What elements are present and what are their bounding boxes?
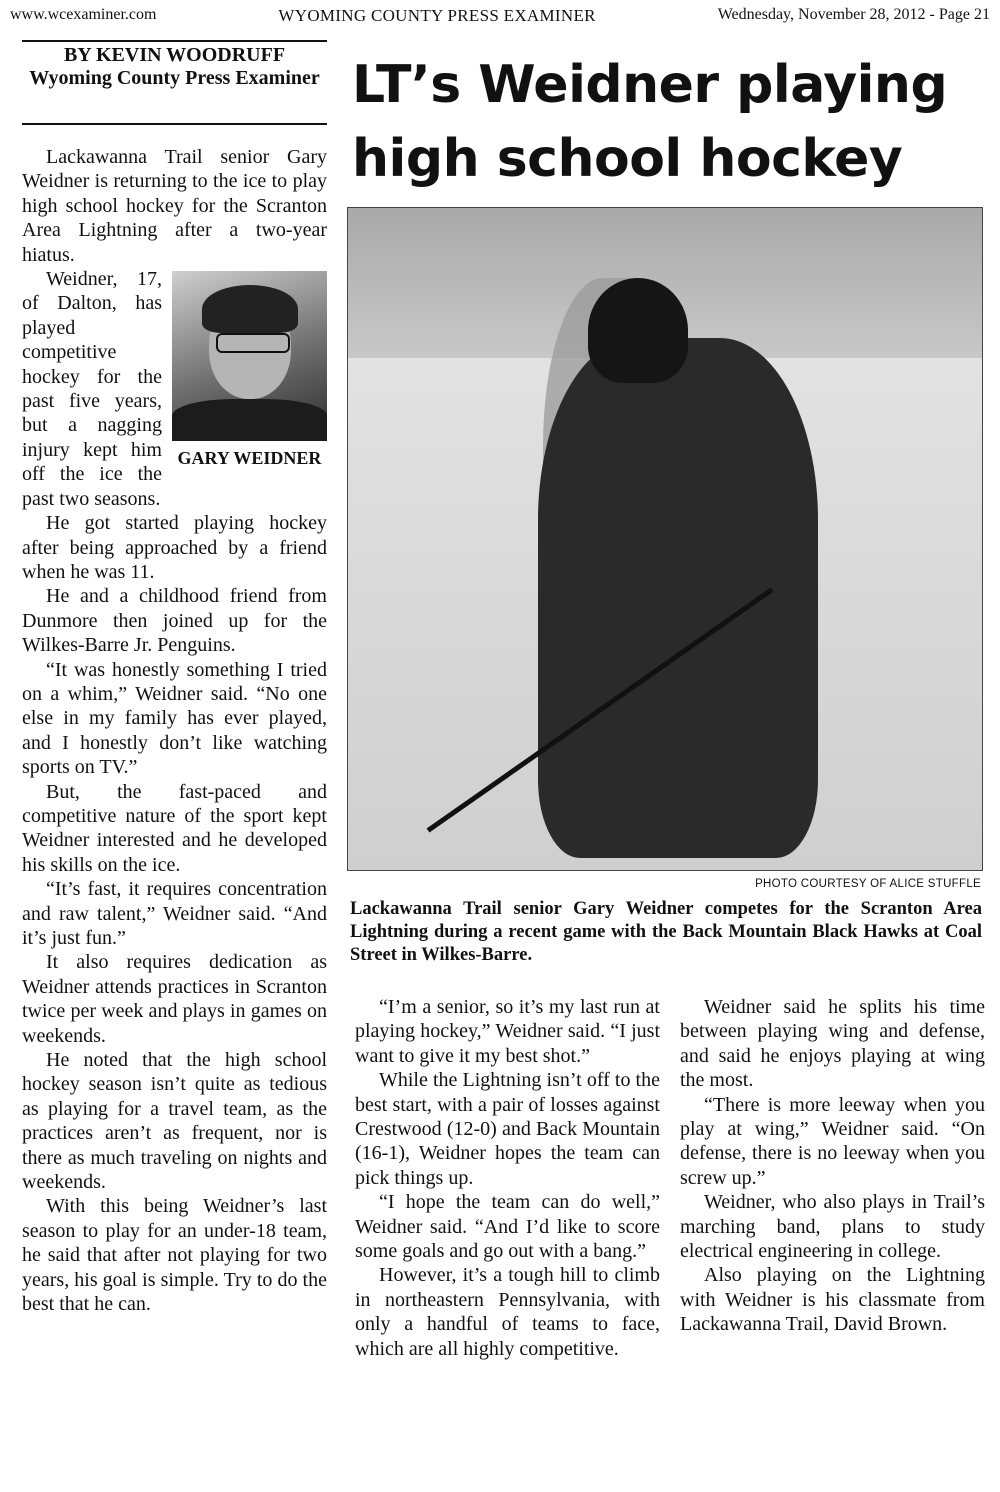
mugshot <box>172 271 327 469</box>
byline-author: BY KEVIN WOODRUFF <box>63 44 286 66</box>
paragraph: “There is more leeway when you play at wing,” Weidner said. “On defense, there is no leeway when you screw up.” <box>680 1093 985 1189</box>
website-url[interactable]: www.wcexaminer.com <box>10 6 157 23</box>
newspaper-name: WYOMING COUNTY PRESS EXAMINER <box>278 6 596 25</box>
paragraph: Also playing on the Lightning with Weidner is his classmate from Lackawanna Trail, David Brown. <box>680 1264 985 1336</box>
byline-bottom-rule <box>22 123 327 125</box>
paragraph: “I’m a senior, so it’s my last run at playing hockey,” Weidner said. “I just want to give it my best shot.” <box>355 996 660 1067</box>
paragraph: Weidner, who also plays in Trail’s marching band, plans to study electrical engineering in college. <box>680 1191 985 1263</box>
date-page: Wednesday, November 28, 2012 - Page 21 <box>717 6 990 23</box>
paragraph: Weidner, 17, of Dalton, has played competitive hockey for the past five years, but a nagging injury kept him off the ice the past two seasons. <box>22 268 162 510</box>
foreground-player <box>538 338 818 858</box>
paragraph: He noted that the high school hockey season isn’t quite as tedious as playing for a travel team, as the practices aren’t as frequent, nor is there as much traveling on nights and weekends. <box>22 1049 327 1194</box>
photo-credit: PHOTO COURTESY OF ALICE STUFFLE <box>755 878 981 890</box>
paragraph: Weidner said he splits his time between playing wing and defense, and said he enjoys playing at wing the most. <box>680 996 985 1092</box>
paragraph: “It’s fast, it requires concentration and raw talent,” Weidner said. “And it’s just fun.” <box>22 878 327 949</box>
mugshot-photo <box>172 271 327 441</box>
paragraph: While the Lightning isn’t off to the best start, with a pair of losses against Crestwood (12-0) and Back Mountain (16-1), Weidner hopes the team can pick things up. <box>355 1069 660 1189</box>
article-column-1 <box>22 145 327 1317</box>
helmet <box>588 278 688 383</box>
photo-caption: Lackawanna Trail senior Gary Weidner competes for the Scranton Area Lightning during a recent game with the Back Mountain Black Hawks at Coal Street in Wilkes-Barre. <box>350 899 982 965</box>
paragraph: He got started playing hockey after being approached by a friend when he was 11. <box>22 512 327 583</box>
byline-top-rule <box>22 40 327 42</box>
paragraph: Lackawanna Trail senior Gary Weidner is returning to the ice to play high school hockey for the Scranton Area Lightning after a two-year hiatus. <box>22 146 327 266</box>
byline-publication: Wyoming County Press Examiner <box>29 67 320 89</box>
paragraph: “It was honestly something I tried on a whim,” Weidner said. “No one else in my family has ever played, and I honestly don’t like watching sports on TV.” <box>22 658 327 779</box>
paragraph: “I hope the team can do well,” Weidner said. “And I’d like to score some goals and go out with a bang.” <box>355 1191 660 1263</box>
byline <box>22 44 327 90</box>
article-column-2 <box>355 995 660 1361</box>
hockey-photo <box>347 207 983 871</box>
paragraph: However, it’s a tough hill to climb in northeastern Pennsylvania, with only a handful of teams to face, which are all highly competitive. <box>355 1264 660 1360</box>
article-column-3 <box>680 995 985 1337</box>
paragraph: It also requires dedication as Weidner attends practices in Scranton twice per week and plays in games on weekends. <box>22 951 327 1047</box>
paragraph: He and a childhood friend from Dunmore then joined up for the Wilkes-Barre Jr. Penguins. <box>22 585 327 657</box>
paragraph: With this being Weidner’s last season to play for an under-18 team, he said that after not playing for two years, his goal is simple. Try to do the best that he can. <box>22 1195 327 1316</box>
masthead <box>10 6 990 28</box>
headline: LT’s Weidner playing high school hockey <box>352 55 948 189</box>
mugshot-caption: GARY WEIDNER <box>177 448 322 469</box>
paragraph: But, the fast-paced and competitive nature of the sport kept Weidner interested and he developed his skills on the ice. <box>22 780 327 876</box>
